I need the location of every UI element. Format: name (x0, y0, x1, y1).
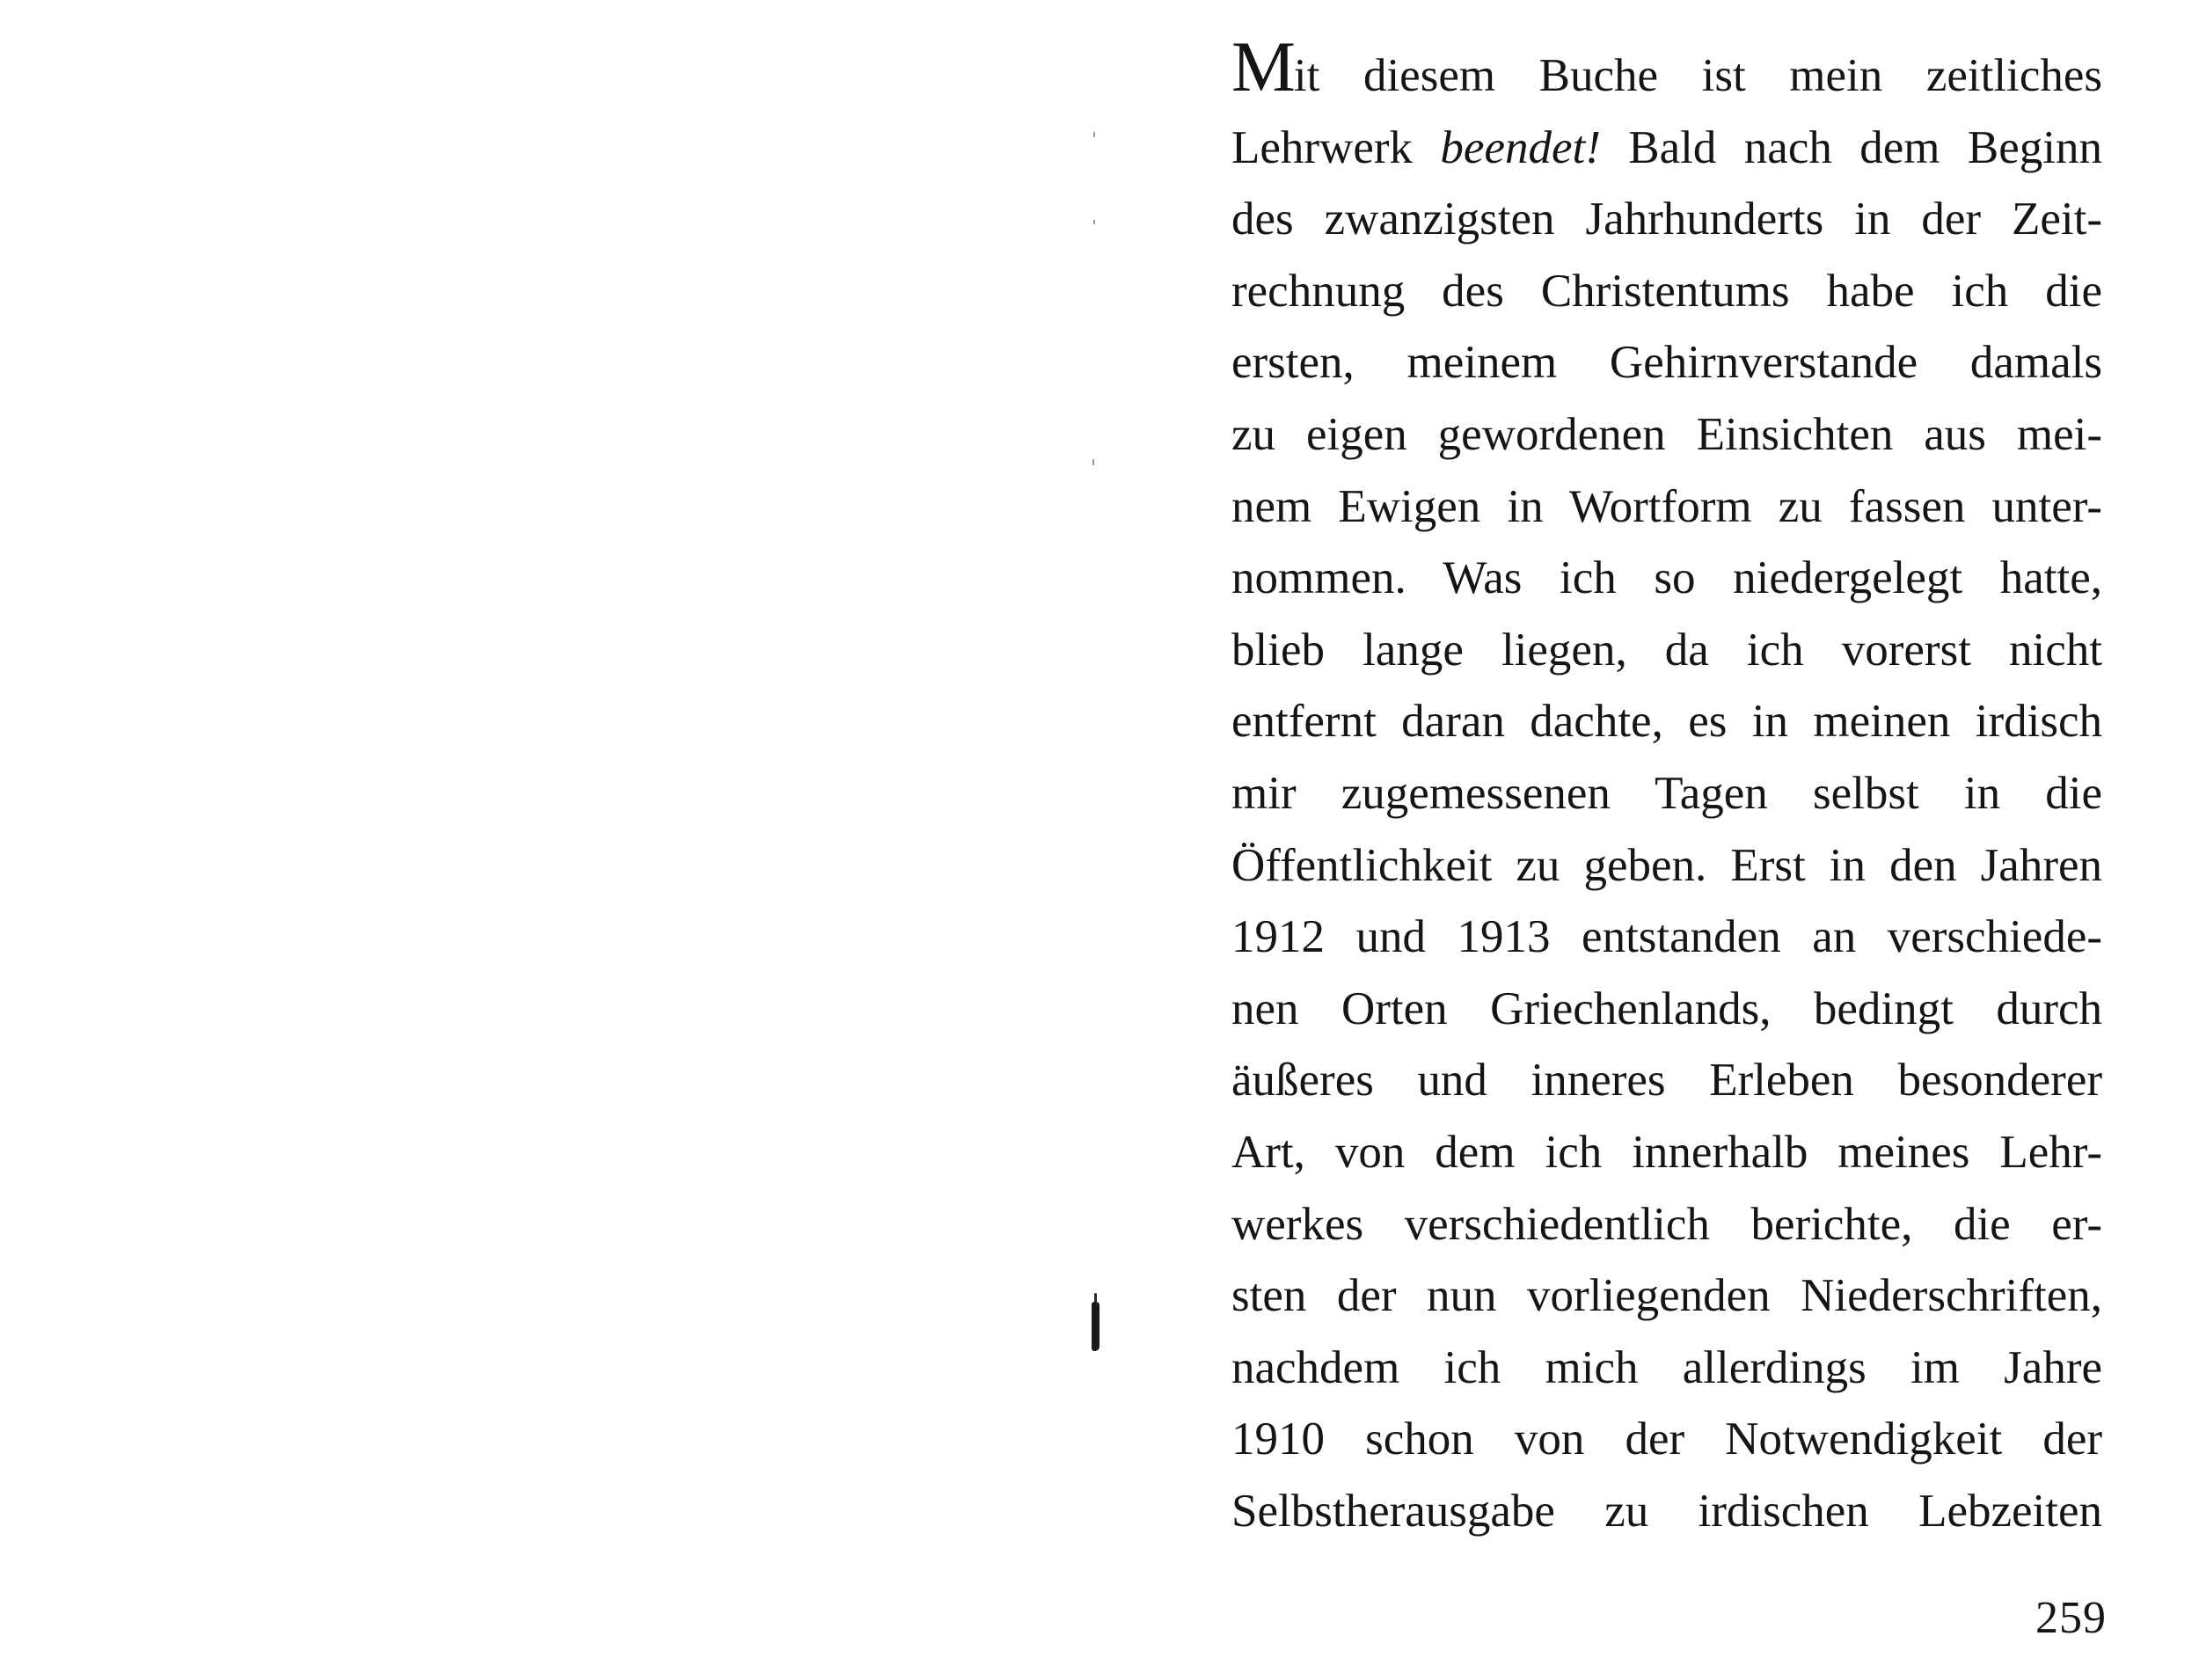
text-line-17: werkes verschiedentlich berichte, die er- (1231, 1198, 2102, 1250)
drop-cap: M (1231, 26, 1294, 106)
text-line-12: Öffentlichkeit zu geben. Erst in den Jahren (1231, 839, 2102, 891)
text-line-18: sten der nun vorliegenden Niederschriften, (1231, 1270, 2102, 1322)
text-line-11: mir zugemessenen Tagen selbst in die (1231, 767, 2102, 819)
text-line-21: Selbstherausgabe zu irdischen Lebzeiten (1231, 1485, 2102, 1537)
text-line-15: äußeres und inneres Erleben besonderer (1231, 1055, 2102, 1107)
text-line-9: blieb lange liegen, da ich vorerst nicht (1231, 624, 2102, 676)
text-line-1 (1231, 26, 2102, 113)
text-line-8: nommen. Was ich so niedergelegt hatte, (1231, 552, 2102, 604)
text-line-20: 1910 schon von der Notwendigkeit der (1231, 1413, 2102, 1465)
text-line-6: zu eigen gewordenen Einsichten aus mei- (1231, 408, 2102, 460)
text-line-4: rechnung des Christentums habe ich die (1231, 265, 2102, 317)
emphasis-text: beendet! (1440, 121, 1601, 173)
scan-speck (1093, 132, 1095, 137)
scan-speck (1093, 220, 1095, 224)
line-text: Bald nach dem Beginn (1628, 121, 2103, 173)
text-line-7: nem Ewigen in Wortform zu fassen unter- (1231, 480, 2102, 532)
text-line-13: 1912 und 1913 entstanden an verschiede- (1231, 911, 2102, 963)
page-number: 259 (2035, 1593, 2107, 1643)
text-line-19: nachdem ich mich allerdings im Jahre (1231, 1341, 2102, 1393)
text-line-14: nen Orten Griechenlands, bedingt durch (1231, 982, 2102, 1034)
body-text (1231, 26, 2103, 1547)
line-text: Lehrwerk (1231, 121, 1413, 173)
gutter-ink-mark (1092, 1302, 1100, 1351)
line-text: it diesem Buche ist mein zeitliches (1293, 50, 2102, 101)
text-line-10: entfernt daran dachte, es in meinen irdisch (1231, 696, 2102, 748)
text-line-2 (1231, 113, 2102, 185)
text-line-5: ersten, meinem Gehirnverstande damals (1231, 337, 2102, 389)
scan-speck (1092, 459, 1094, 465)
text-line-16: Art, von dem ich innerhalb meines Lehr- (1231, 1126, 2102, 1178)
text-line-3: des zwanzigsten Jahrhunderts in der Zeit- (1231, 194, 2102, 245)
